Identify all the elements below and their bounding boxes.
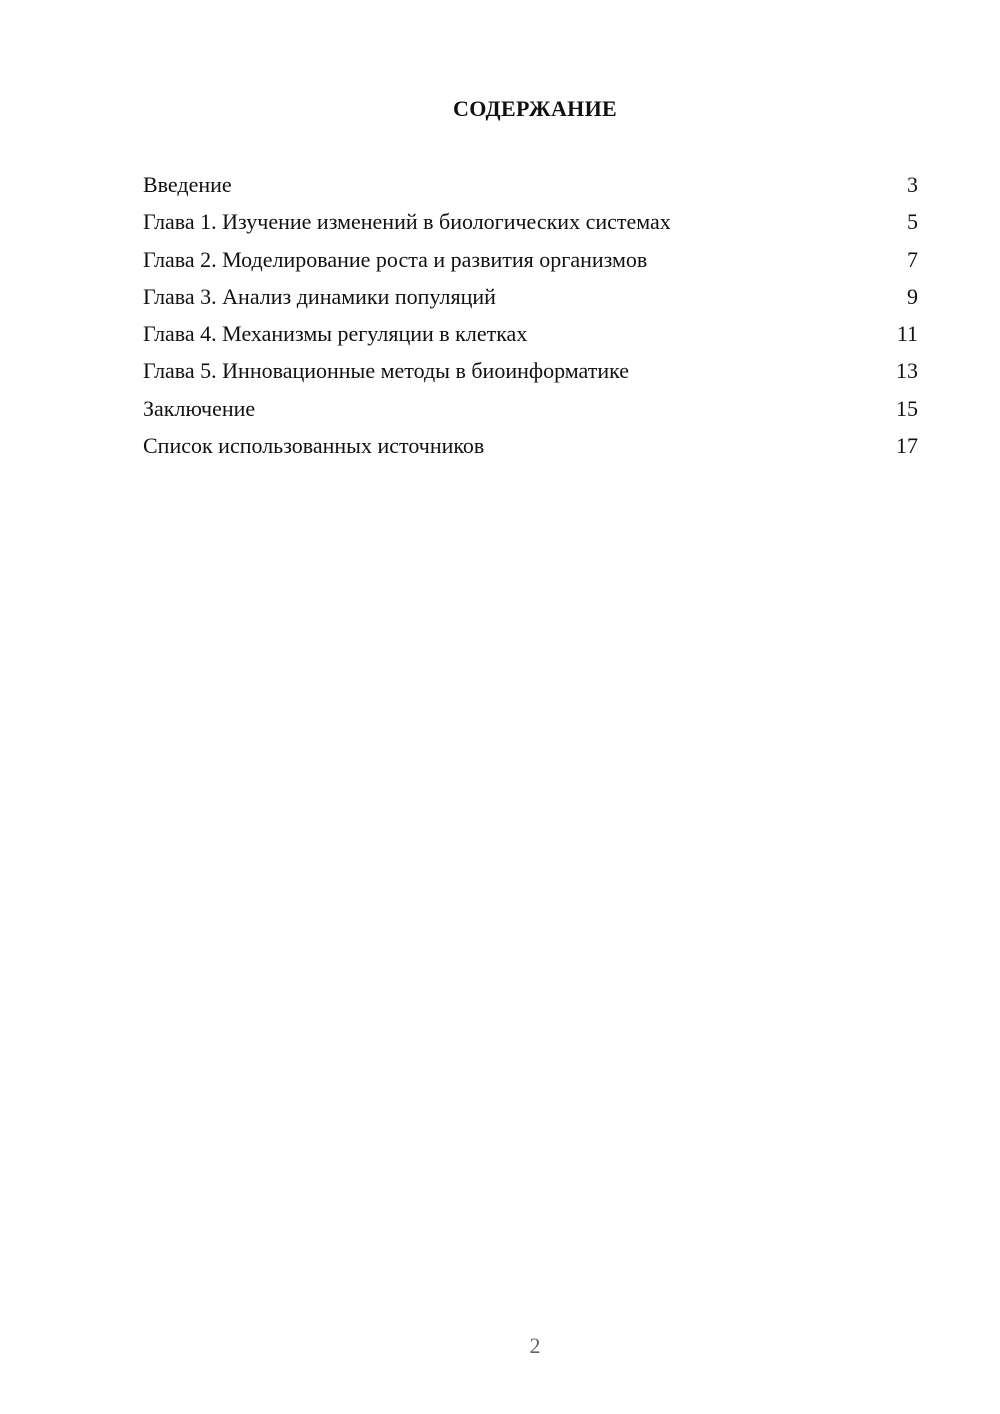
toc-item-chapter-4 <box>143 317 918 354</box>
toc-item-page: 5 <box>907 209 918 235</box>
toc-item-chapter-2 <box>143 243 918 280</box>
toc-item-label: Глава 4. Механизмы регуляции в клетках <box>143 321 528 347</box>
toc-item-page: 3 <box>907 172 918 197</box>
toc-item-label: Глава 1. Изучение изменений в биологических системах <box>143 209 671 235</box>
toc-item-page: 9 <box>907 283 918 309</box>
toc-item-label: Введение <box>143 172 232 197</box>
toc-item-label: Глава 3. Анализ динамики популяций <box>143 283 496 309</box>
page-number: 2 <box>529 1333 541 1358</box>
toc-item-chapter-3 <box>143 280 918 317</box>
toc-item-introduction <box>143 168 918 205</box>
page-title: СОДЕРЖАНИЕ <box>453 96 617 121</box>
toc-item-page: 13 <box>896 358 918 384</box>
toc-item-label: Глава 2. Моделирование роста и развития организмов <box>143 246 648 272</box>
toc-item-page: 15 <box>896 395 918 421</box>
toc-item-label: Список использованных источников <box>143 433 485 459</box>
toc-item-references <box>143 429 918 466</box>
toc-item-page: 17 <box>896 433 918 459</box>
table-of-contents <box>143 168 918 466</box>
toc-item-page: 11 <box>896 321 918 347</box>
toc-item-page: 7 <box>907 246 918 272</box>
toc-item-chapter-1 <box>143 205 918 242</box>
toc-item-conclusion <box>143 392 918 429</box>
toc-item-label: Глава 5. Инновационные методы в биоинформатике <box>143 358 630 384</box>
toc-item-chapter-5 <box>143 354 918 391</box>
toc-item-label: Заключение <box>143 395 256 421</box>
